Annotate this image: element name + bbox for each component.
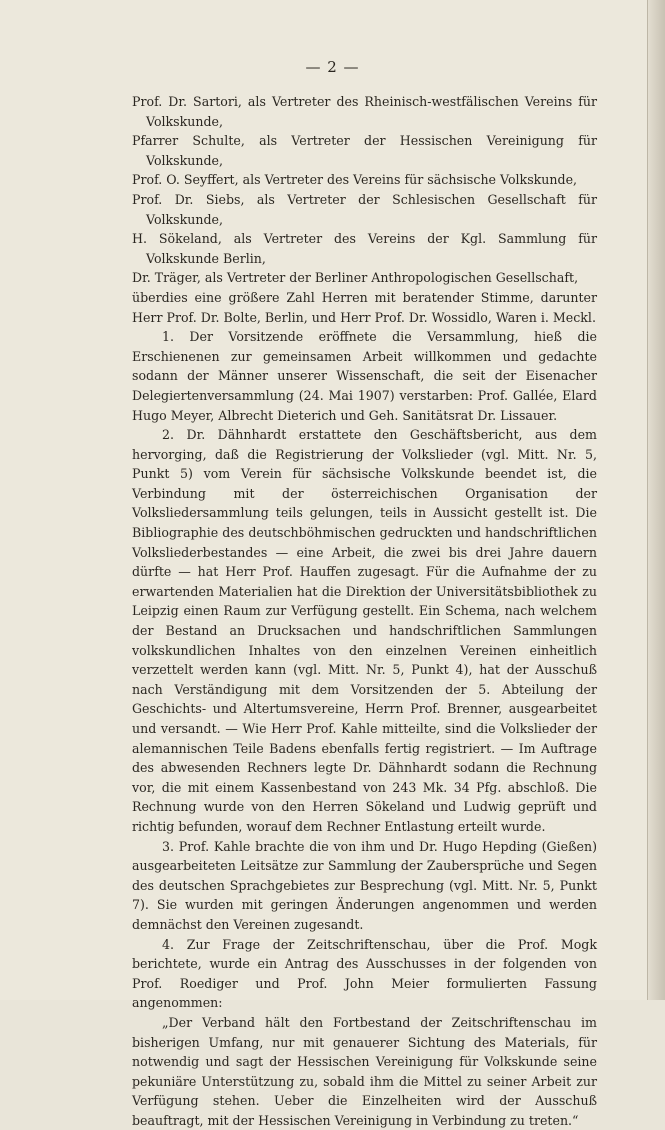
page-edge-line: [647, 0, 648, 1000]
attendee-line: Prof. O. Seyffert, als Vertreter des Vereins für sächsische Volkskunde,: [132, 172, 578, 188]
attendee-line: Prof. Dr. Siebs, als Vertreter der Schlesischen Gesellschaft für Volkskunde,: [132, 191, 597, 227]
paragraph-item-1: 1. Der Vorsitzende eröffnete die Versammlung, hieß die Erschienenen zur gemeinsamen Arbeit willkommen und gedachte sodann der Männer unserer Wissenschaft, die seit der Eisenacher Delegiertenversammlung (24. Mai 1907) verstarben: Prof. Gallée, Elard Hugo Meyer, Albrecht Dieterich und Geh. Sanitätsrat Dr. Lissauer.: [132, 329, 597, 423]
page-number: — 2 —: [305, 58, 360, 76]
paragraph-item-2: 2. Dr. Dähnhardt erstattete den Geschäftsbericht, aus dem hervorging, daß die Registrierung der Volkslieder (vgl. Mitt. Nr. 5, Punkt 5) vom Verein für sächsische Volkskunde beendet ist, die Verbindung mit der österreichischen Organisation der Volksliedersammlung teils gelungen, teils in Aussicht gestellt ist. Die Bibliographie des deutschböhmischen gedruckten und handschriftlichen Volksliederbestandes — eine Arbeit, die zwei bis drei Jahre dauern dürfte — hat Herr Prof. Hauffen zugesagt. Für die Aufnahme der zu erwartenden Materialien hat die Direktion der Universitätsbibliothek zu Leipzig einen Raum zur Verfügung gestellt. Ein Schema, nach welchem der Bestand an Drucksachen und handschriftlichen Sammlungen volkskundlichen Inhaltes von den einzelnen Vereinen einheitlich verzettelt werden kann (vgl. Mitt. Nr. 5, Punkt 4), hat der Ausschuß nach Verständigung mit dem Vorsitzenden der 5. Abteilung der Geschichts- und Altertumsvereine, Herrn Prof. Brenner, ausgearbeitet und versandt. — Wie Herr Prof. Kahle mitteilte, sind die Volkslieder der alemannischen Teile Badens ebenfalls fertig registriert. — Im Auftrage des abwesenden Rechners legte Dr. Dähnhardt sodann die Rechnung vor, die mit einem Kassenbestand von 243 Mk. 34 Pfg. abschloß. Die Rechnung wurde von den Herren Sökeland und Ludwig geprüft und richtig befunden, worauf dem Rechner Entlastung erteilt wurde.: [132, 427, 597, 834]
attendee-line: Prof. Dr. Sartori, als Vertreter des Rheinisch-westfälischen Vereins für Volkskunde,: [132, 94, 597, 129]
attendee-line: H. Sökeland, als Vertreter des Vereins der Kgl. Sammlung für Volkskunde Berlin,: [132, 231, 597, 266]
paragraph-guests: überdies eine größere Zahl Herren mit beratender Stimme, darunter Herr Prof. Dr. Bolte, Berlin, und Herr Prof. Dr. Wossidlo, Waren i. Meckl.: [132, 289, 597, 325]
paragraph-item-3: 3. Prof. Kahle brachte die von ihm und Dr. Hugo Hepding (Gießen) ausgearbeiteten Leitsätze zur Sammlung der Zaubersprüche und Segen des deutschen Sprachgebietes zur Besprechung (vgl. Mitt. Nr. 5, Punkt 7). Sie wurden mit geringen Änderungen angenommen und werden demnächst den Vereinen zugesandt.: [132, 838, 597, 932]
paragraph-item-4: 4. Zur Frage der Zeitschriftenschau, über die Prof. Mogk berichtete, wurde ein Antrag des Ausschusses in der folgenden von Prof. Roediger und Prof. John Meier formulierten Fassung angenommen:: [132, 936, 597, 1011]
page-edge: [647, 0, 665, 1000]
resolution-quote: „Der Verband hält den Fortbestand der Zeitschriftenschau im bisherigen Umfang, nur mit genauerer Sichtung des Materials, für notwendig und sagt der Hessischen Vereinigung für Volkskunde seine pekuniäre Unterstützung zu, sobald ihm die Mittel zu seiner Arbeit zur Verfügung stehen. Ueber die Einzelheiten wird der Ausschuß beauftragt, mit der Hessischen Vereinigung in Verbindung zu treten.“: [132, 1014, 597, 1128]
attendee-line: Dr. Träger, als Vertreter der Berliner Anthropologischen Gesellschaft,: [132, 270, 579, 286]
body-text: [132, 92, 597, 1130]
attendee-line: Pfarrer Schulte, als Vertreter der Hessischen Vereinigung für Volkskunde,: [132, 133, 597, 168]
